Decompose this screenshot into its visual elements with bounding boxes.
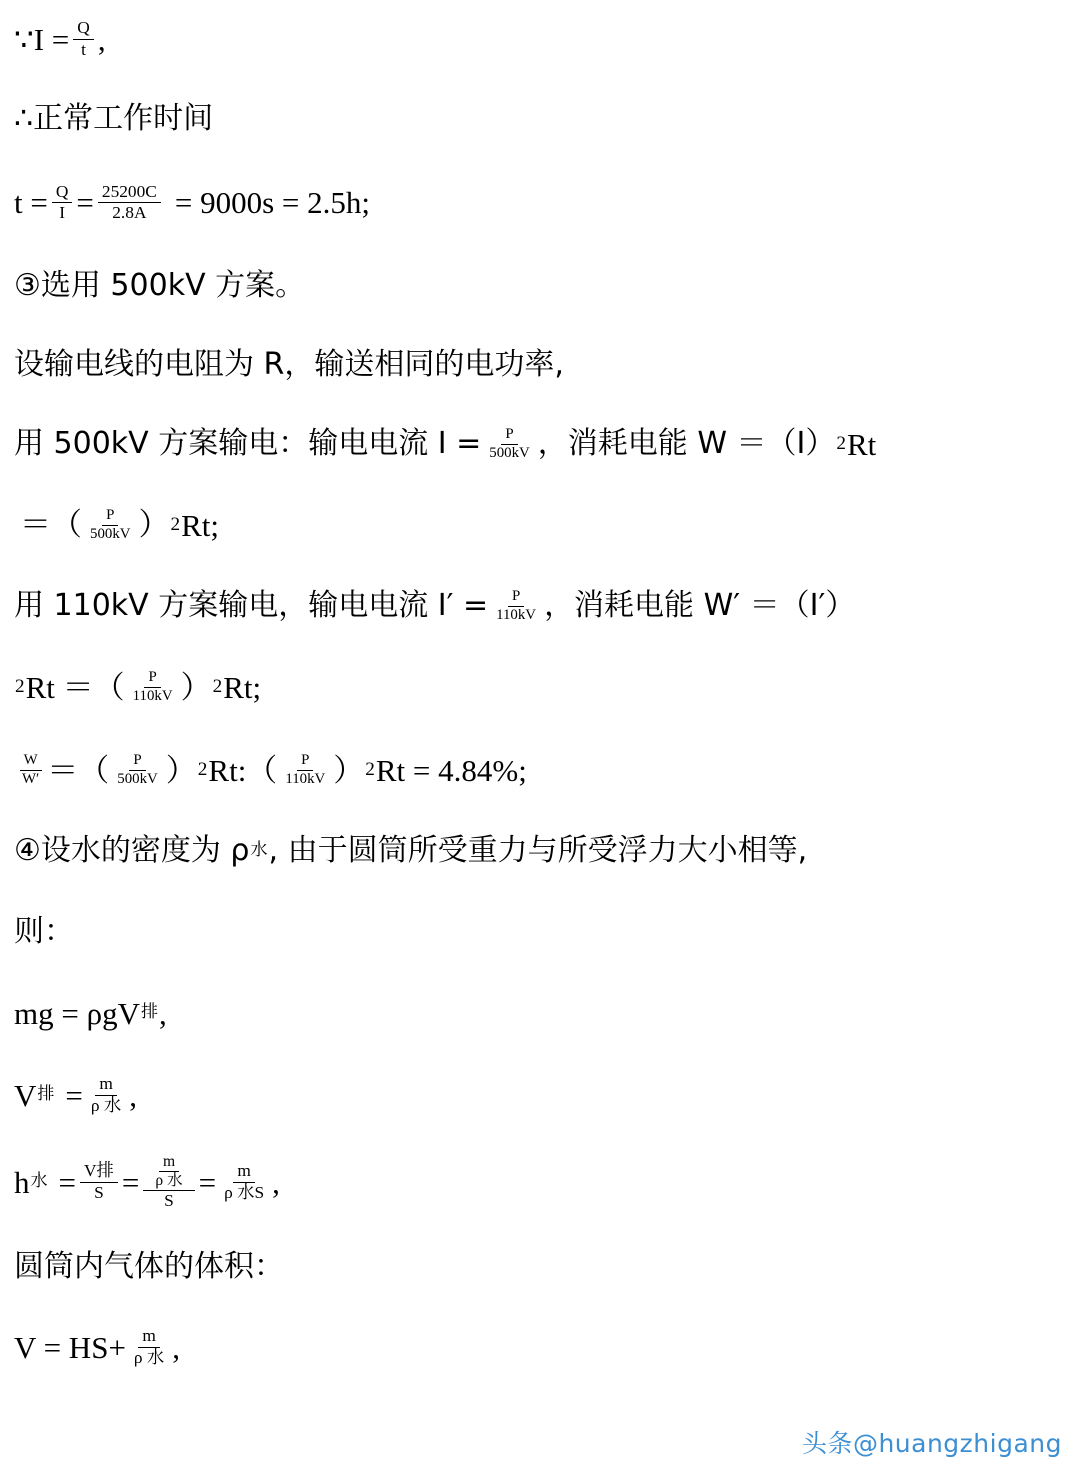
text-run: mg = ρgV: [14, 995, 140, 1031]
text-run: ③选用 500kV 方案。: [14, 267, 306, 303]
exponent: 2: [15, 676, 25, 698]
text-run: 则：: [14, 913, 74, 949]
text-run: =: [121, 1164, 140, 1200]
fraction-numerator: V排: [80, 1162, 118, 1182]
fraction-denominator: S: [164, 1191, 174, 1211]
subscript: 排: [140, 1002, 158, 1023]
text-run: , 由于圆筒所受重力与所受浮力大小相等,: [268, 833, 808, 868]
fraction-denominator: 110kV: [132, 687, 173, 704]
text-line: [0, 326, 1080, 404]
fraction-denominator: 500kV: [117, 770, 158, 787]
fraction-numerator: P: [508, 589, 524, 607]
exponent: 2: [836, 433, 846, 455]
text-run: =: [76, 185, 94, 220]
text-run: 用 500kV 方案输电：输电电流 I =: [14, 426, 482, 461]
fraction-denominator: 500kV: [90, 525, 131, 542]
fraction: [220, 1162, 268, 1201]
text-run: ,: [129, 1077, 138, 1113]
subscript: 水: [30, 1171, 48, 1192]
fraction-numerator: [143, 1154, 194, 1192]
text-run: 设输电线的电阻为 R，输送相同的电功率,: [14, 347, 564, 382]
fraction-numerator: P: [102, 508, 118, 526]
text-run: ）: [180, 669, 212, 705]
text-run: h: [14, 1164, 30, 1200]
fraction: [151, 1154, 186, 1190]
text-run: ）: [138, 506, 170, 543]
fraction-numerator: m: [233, 1162, 255, 1182]
fraction-denominator: I: [59, 203, 66, 222]
fraction: [80, 1162, 118, 1201]
formula-line: [0, 484, 1080, 566]
formula-line: [0, 646, 1080, 728]
fraction: [281, 753, 329, 787]
formula-line: [0, 973, 1080, 1053]
fraction-denominator: ρ 水: [90, 1095, 122, 1115]
text-run: ,: [272, 1164, 280, 1200]
text-run: =: [58, 1164, 77, 1200]
text-run: 用 110kV 方案输电，输电电流 I′ =: [14, 588, 489, 623]
fraction: [130, 1327, 168, 1366]
text-run: ，消耗电能 W ＝（I）: [537, 426, 836, 461]
text-run: Rt = 4.84%;: [375, 752, 527, 788]
fraction-denominator: 2.8A: [112, 203, 147, 222]
fraction-numerator: P: [144, 670, 160, 688]
fraction: [18, 753, 43, 787]
text-run: ④设水的密度为 ρ: [14, 833, 250, 868]
fraction: [86, 508, 135, 542]
formula-line: [0, 0, 1080, 78]
text-run: V: [14, 1077, 37, 1113]
fraction-numerator: Q: [73, 19, 94, 39]
text-run: Rt: [847, 426, 877, 462]
text-run: Rt:（: [208, 752, 278, 788]
text-run: ，消耗电能 W′ ＝（I′）: [544, 588, 856, 623]
fraction-numerator: m: [138, 1327, 160, 1347]
text-run: Rt;: [223, 669, 262, 705]
text-run: ）: [165, 752, 197, 788]
exponent: 2: [365, 759, 375, 781]
text-line: [0, 78, 1080, 160]
fraction: [485, 427, 534, 461]
text-run: ＝（: [20, 506, 82, 543]
text-run: V = HS+: [14, 1329, 126, 1365]
formula-line: [0, 1137, 1080, 1227]
text-line: [0, 1227, 1080, 1307]
text-run: =: [198, 1164, 217, 1200]
fraction: [87, 1075, 125, 1114]
exponent: 2: [212, 676, 223, 698]
fraction-denominator: S: [94, 1182, 104, 1202]
fraction: [52, 183, 73, 222]
text-run: ）: [333, 752, 365, 788]
formula-line: [0, 404, 1080, 484]
fraction: [98, 183, 161, 222]
fraction-denominator: ρ 水: [133, 1347, 165, 1367]
subscript: 水: [250, 840, 268, 861]
exponent: 2: [170, 514, 181, 536]
text-run: Rt ＝（: [25, 669, 125, 705]
text-run: Rt;: [181, 507, 220, 543]
formula-line: [0, 160, 1080, 245]
exponent: 2: [197, 759, 208, 781]
text-line: [0, 245, 1080, 326]
text-run: ∴正常工作时间: [14, 101, 214, 136]
fraction-numerator: m: [95, 1075, 117, 1095]
fraction: [129, 670, 177, 704]
fraction-numerator: Q: [52, 183, 73, 203]
text-line: [0, 812, 1080, 890]
fraction-denominator: ρ 水: [155, 1171, 183, 1189]
fraction-numerator: P: [501, 427, 517, 445]
fraction-denominator: 110kV: [496, 606, 537, 623]
text-run: =: [65, 1077, 83, 1113]
fraction: [113, 753, 162, 787]
text-run: = 9000s = 2.5h;: [174, 185, 371, 220]
fraction-numerator: P: [297, 753, 313, 771]
fraction-denominator: W′: [22, 770, 40, 787]
text-run: ,: [97, 21, 106, 57]
formula-line: [0, 1053, 1080, 1137]
formula-line: [0, 728, 1080, 812]
fraction-denominator: ρ 水S: [224, 1182, 265, 1202]
formula-line: [0, 566, 1080, 646]
formula-line: [0, 1307, 1080, 1387]
text-run: ,: [158, 995, 167, 1031]
subscript: 排: [37, 1084, 55, 1105]
fraction-denominator: 500kV: [489, 444, 530, 461]
text-run: t =: [14, 185, 48, 220]
fraction: [492, 589, 540, 623]
text-run: ∵I =: [14, 21, 70, 57]
fraction-denominator: t: [81, 39, 86, 59]
watermark: 头条@huangzhigang: [801, 1429, 1062, 1458]
fraction: [73, 19, 94, 58]
fraction-numerator: m: [159, 1154, 179, 1172]
text-run: ,: [172, 1329, 181, 1365]
text-line: [0, 890, 1080, 973]
text-run: ＝（: [47, 752, 110, 788]
text-run: 圆筒内气体的体积：: [14, 1249, 284, 1284]
fraction-denominator: 110kV: [285, 770, 326, 787]
fraction-numerator: W: [20, 753, 42, 771]
fraction-numerator: 25200C: [98, 183, 161, 203]
nested-fraction: [143, 1154, 194, 1211]
fraction-numerator: P: [129, 753, 145, 771]
